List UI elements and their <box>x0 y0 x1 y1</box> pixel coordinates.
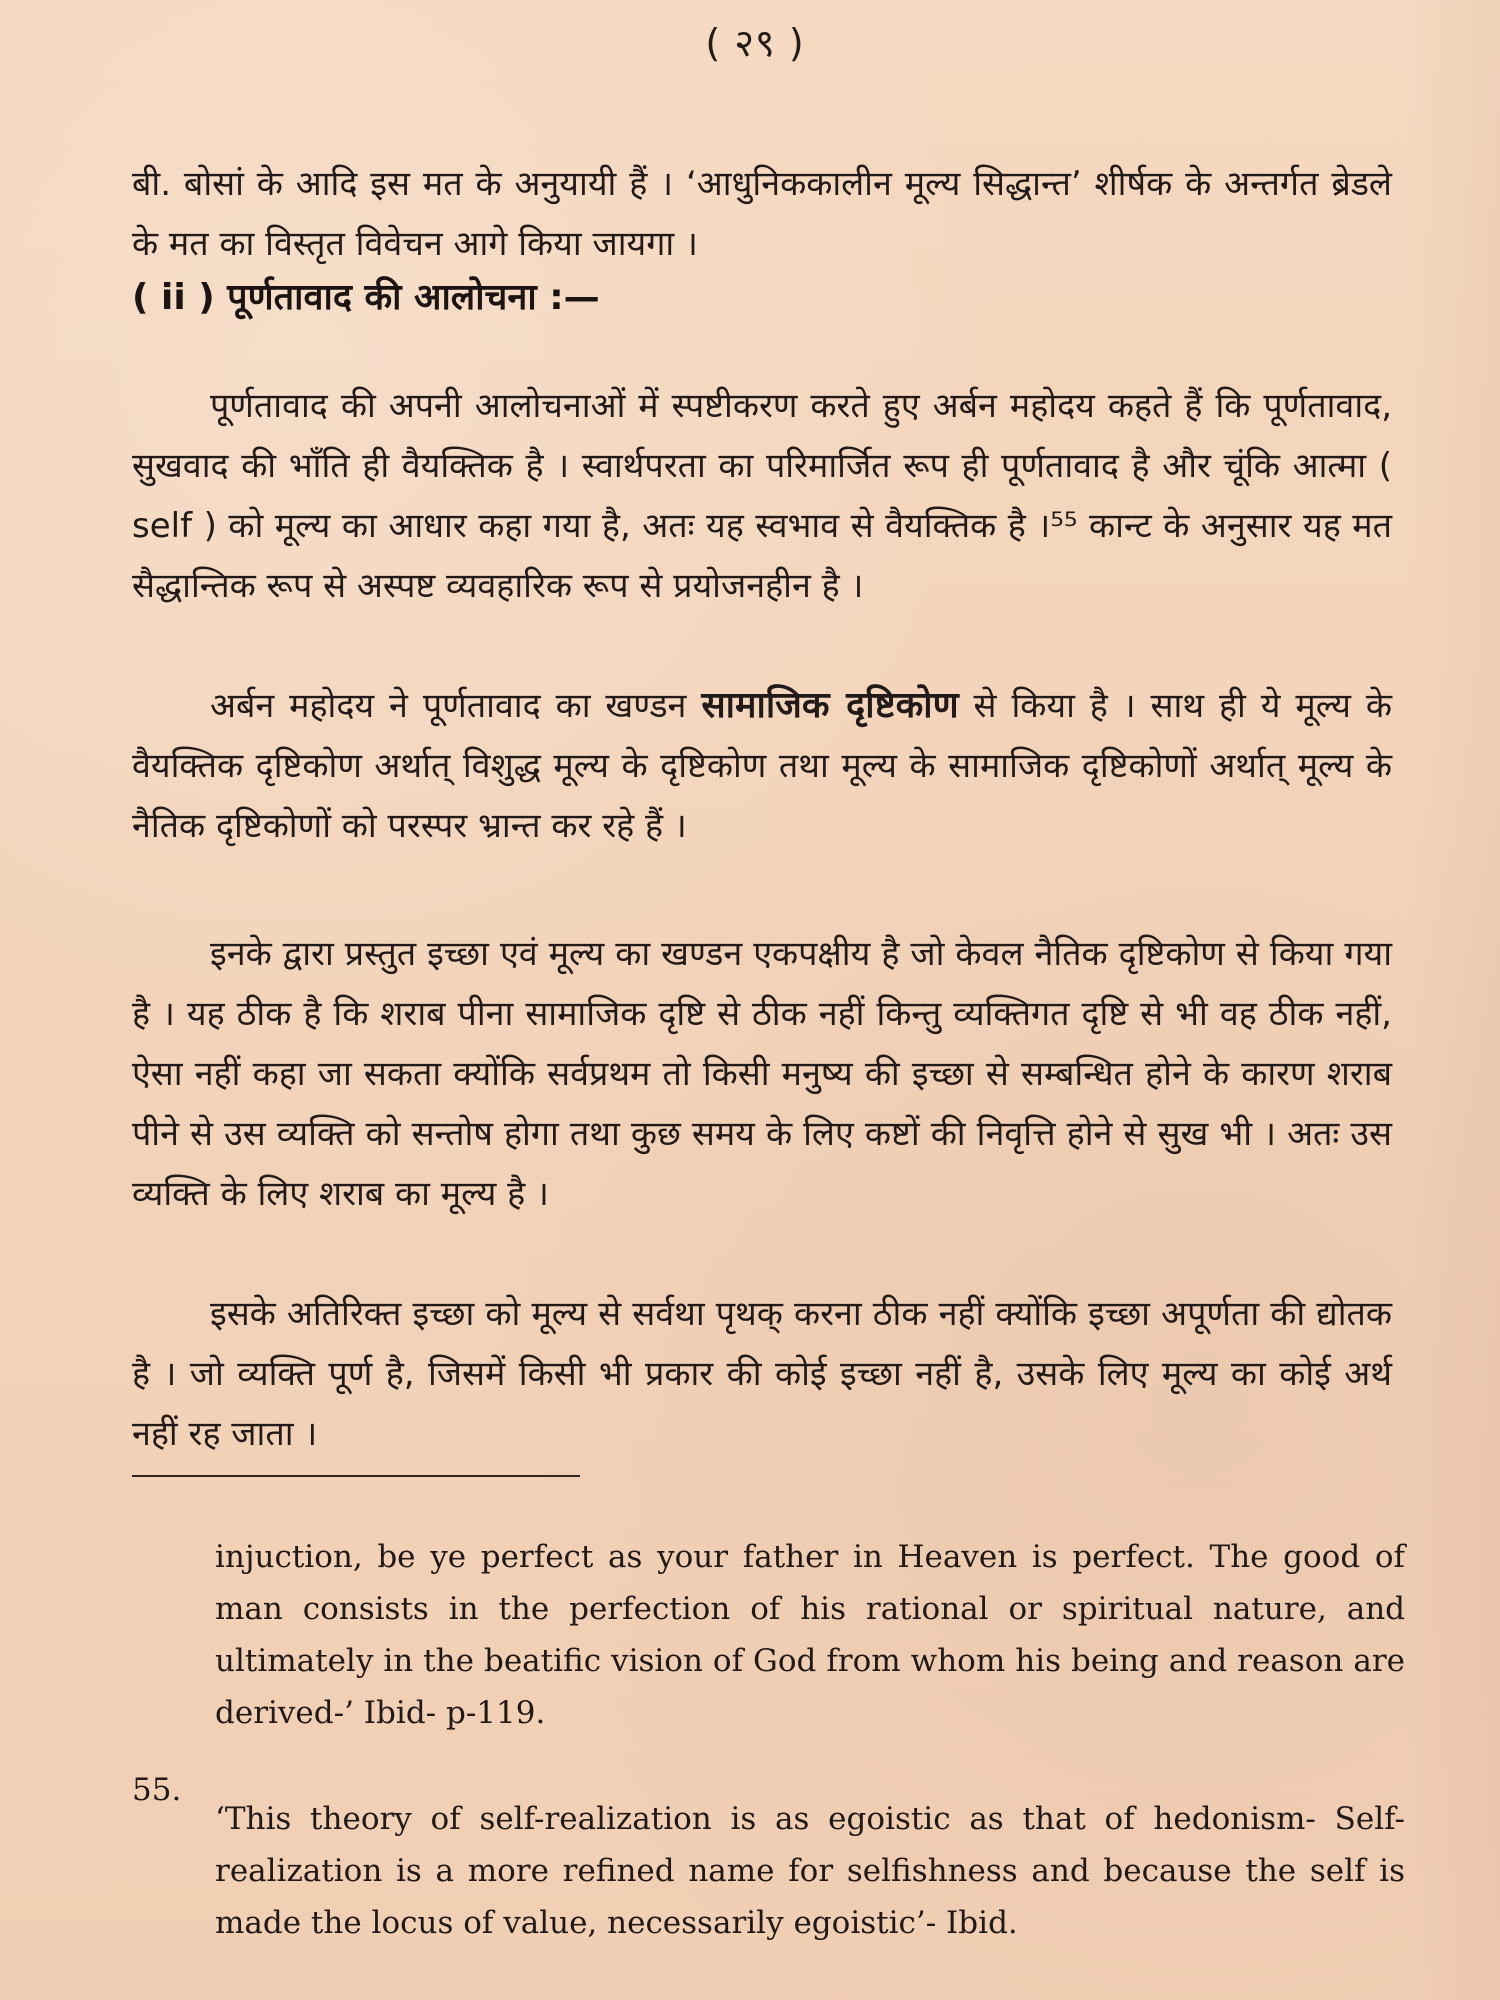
intro-paragraph: बी. बोसां के आदि इस मत के अनुयायी हैं । ‘आधुनिककालीन मूल्य सिद्धान्त’ शीर्षक के अन्तर्गत ब्रेडले के मत का विस्तृत विवेचन आगे किया जायगा । <box>132 164 1392 264</box>
footnote-divider <box>132 1475 580 1477</box>
paragraph-2-prefix: अर्बन महोदय ने पूर्णतावाद का खण्डन <box>210 686 702 726</box>
page-edge-shading <box>1408 0 1500 2000</box>
paragraph-3: इनके द्वारा प्रस्तुत इच्छा एवं मूल्य का खण्डन एकपक्षीय है जो केवल नैतिक दृष्टिकोण से किया गया है । यह ठीक है कि शराब पीना सामाजिक दृष्टि से ठीक नहीं किन्तु व्यक्तिगत दृष्टि से भी वह ठीक नहीं, ऐसा नहीं कहा जा सकता क्योंकि सर्वप्रथम तो किसी मनुष्य की इच्छा से सम्बन्धित होने के कारण शराब पीने से उस व्यक्ति को सन्तोष होगा तथा कुछ समय के लिए कष्टों की निवृत्ति होने से सुख भी । अतः उस व्यक्ति के लिए शराब का मूल्य है । <box>132 934 1392 1214</box>
paragraph-2 <box>132 676 1392 856</box>
footnote-continued: injuction, be ye perfect as your father in Heaven is perfect. The good of man consists in the perfection of his rational or spiritual nature, and ultimately in the beatific vision of God from whom his being and reason are derived-’ Ibid- p-119. <box>215 1539 1405 1731</box>
paragraph-2-suffix: से किया है । साथ ही ये मूल्य के वैयक्तिक दृष्टिकोण अर्थात् विशुद्ध मूल्य के दृष्टिकोण तथा मूल्य के सामाजिक दृष्टिकोणों अर्थात् मूल्य के नैतिक दृष्टिकोणों को परस्पर भ्रान्त कर रहे हैं । <box>132 686 1392 846</box>
page-number: ( २९ ) <box>705 21 805 65</box>
footnote-55: ‘This theory of self-realization is as egoistic as that of hedonism- Self-realization is a more refined name for selfishness and because the self is made the locus of value, necessarily egoistic’- Ibid. <box>215 1801 1405 1941</box>
footnote-number: 55. <box>132 1772 182 1808</box>
paragraph-4: इसके अतिरिक्त इच्छा को मूल्य से सर्वथा पृथक् करना ठीक नहीं क्योंकि इच्छा अपूर्णता की द्योतक है । जो व्यक्ति पूर्ण है, जिसमें किसी भी प्रकार की कोई इच्छा नहीं है, उसके लिए मूल्य का कोई अर्थ नहीं रह जाता । <box>132 1294 1392 1454</box>
section-heading: ( ii ) पूर्णतावाद की आलोचना :— <box>132 277 600 318</box>
paragraph-1: पूर्णतावाद की अपनी आलोचनाओं में स्पष्टीकरण करते हुए अर्बन महोदय कहते हैं कि पूर्णतावाद, सुखवाद की भाँति ही वैयक्तिक है । स्वार्थपरता का परिमार्जित रूप ही पूर्णतावाद है और चूंकि आत्मा ( self ) को मूल्य का आधार कहा गया है, अतः यह स्वभाव से वैयक्तिक है ।⁵⁵ कान्ट के अनुसार यह मत सैद्धान्तिक रूप से अस्पष्ट व्यवहारिक रूप से प्रयोजनहीन है । <box>132 386 1392 606</box>
paragraph-2-emphasis: सामाजिक दृष्टिकोण <box>701 685 959 726</box>
